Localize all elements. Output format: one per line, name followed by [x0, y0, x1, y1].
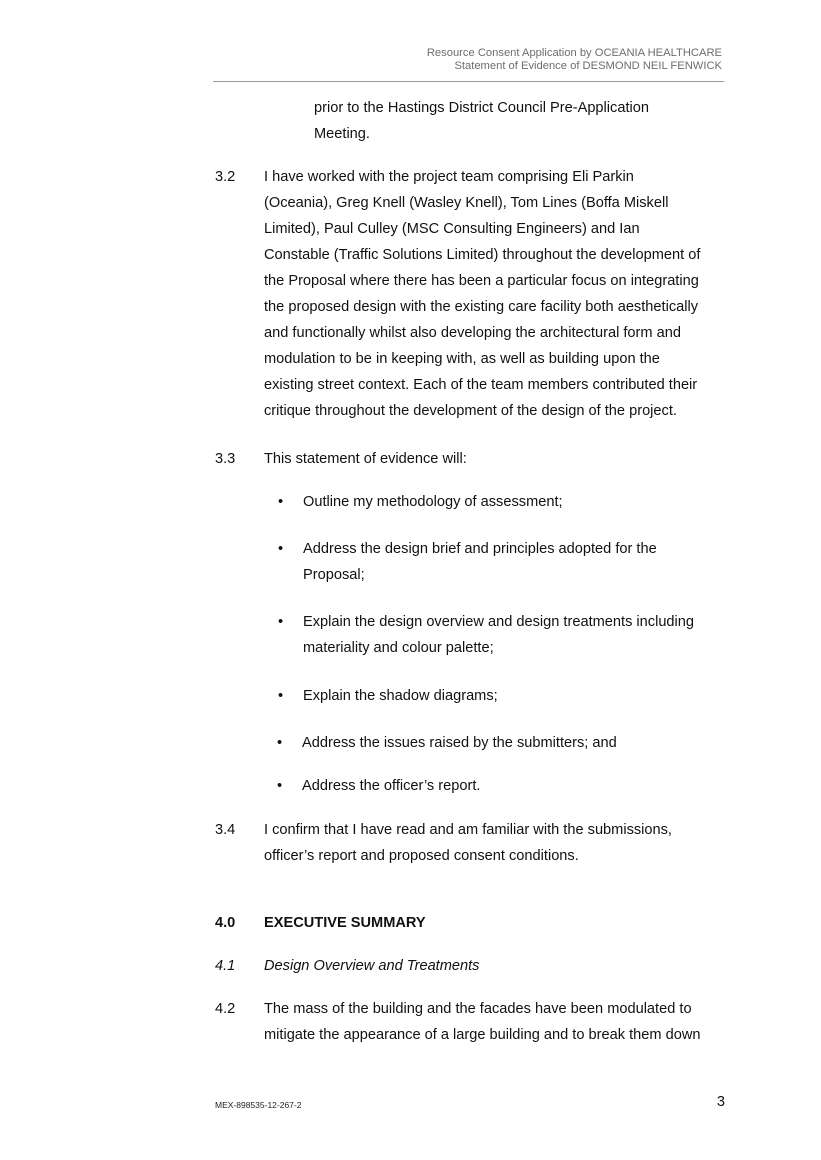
text-line: existing street context. Each of the team members contributed their — [264, 377, 698, 393]
paragraph-number: 3.4 — [215, 822, 236, 838]
text-line: Address the design brief and principles adopted for the — [303, 541, 657, 557]
document-code: MEX-898535-12-267-2 — [215, 1100, 302, 1110]
bullet-item — [302, 730, 617, 756]
text-line: modulation to be in keeping with, as well as building upon the — [264, 351, 660, 367]
bullet-icon: • — [277, 735, 283, 751]
text-line: I confirm that I have read and am familiar with the submissions, — [264, 822, 672, 838]
bullet-item — [303, 609, 694, 661]
intro-continuation — [314, 95, 649, 147]
text-line: and functionally whilst also developing the architectural form and — [264, 325, 681, 341]
text-line: Explain the shadow diagrams; — [303, 688, 498, 704]
paragraph-3-4 — [264, 817, 672, 869]
text-line: the Proposal where there has been a particular focus on integrating — [264, 273, 699, 289]
text-line: critique throughout the development of the design of the project. — [264, 403, 677, 419]
text-line: mitigate the appearance of a large building and to break them down — [264, 1027, 701, 1043]
bullet-item — [303, 683, 498, 709]
text-line: officer’s report and proposed consent conditions. — [264, 848, 579, 864]
subsection-heading: Design Overview and Treatments — [264, 958, 480, 974]
text-line: Constable (Traffic Solutions Limited) throughout the development of — [264, 247, 701, 263]
text-line: Address the issues raised by the submitters; and — [302, 735, 617, 751]
text-line: Address the officer’s report. — [302, 778, 481, 794]
text-line: Limited), Paul Culley (MSC Consulting Engineers) and Ian — [264, 221, 640, 237]
page-number: 3 — [716, 1094, 725, 1110]
bullet-icon: • — [278, 688, 284, 704]
bullet-icon: • — [278, 541, 284, 557]
bullet-item — [302, 773, 480, 799]
text-line: prior to the Hastings District Council Pre-Application — [314, 100, 649, 116]
text-line: Explain the design overview and design treatments including — [303, 614, 695, 630]
section-heading: EXECUTIVE SUMMARY — [264, 915, 426, 931]
running-header — [427, 47, 722, 73]
bullet-icon: • — [278, 494, 284, 510]
paragraph-number: 3.2 — [215, 169, 236, 185]
bullet-icon: • — [278, 614, 284, 630]
header-line-1: Resource Consent Application by OCEANIA HEALTHCARE — [426, 47, 722, 59]
text-line: I have worked with the project team comprising Eli Parkin — [264, 169, 634, 185]
header-divider — [213, 81, 724, 82]
paragraph-number: 4.2 — [215, 1001, 236, 1017]
text-line: Meeting. — [314, 126, 370, 142]
text-line: Proposal; — [303, 567, 365, 583]
paragraph-number: 3.3 — [215, 451, 236, 467]
bullet-item — [303, 536, 657, 588]
paragraph-3-3: This statement of evidence will: — [264, 451, 467, 467]
header-line-2: Statement of Evidence of DESMOND NEIL FENWICK — [454, 60, 722, 72]
text-line: materiality and colour palette; — [303, 640, 494, 656]
paragraph-3-2 — [264, 164, 700, 424]
paragraph-4-2 — [264, 996, 700, 1048]
subsection-number: 4.1 — [215, 958, 236, 974]
bullet-icon: • — [277, 778, 283, 794]
text-line: (Oceania), Greg Knell (Wasley Knell), Tom Lines (Boffa Miskell — [264, 195, 669, 211]
bullet-item — [303, 489, 563, 515]
text-line: The mass of the building and the facades have been modulated to — [264, 1001, 692, 1017]
text-line: Outline my methodology of assessment; — [303, 494, 563, 510]
section-number: 4.0 — [215, 915, 236, 931]
text-line: the proposed design with the existing care facility both aesthetically — [264, 299, 699, 315]
